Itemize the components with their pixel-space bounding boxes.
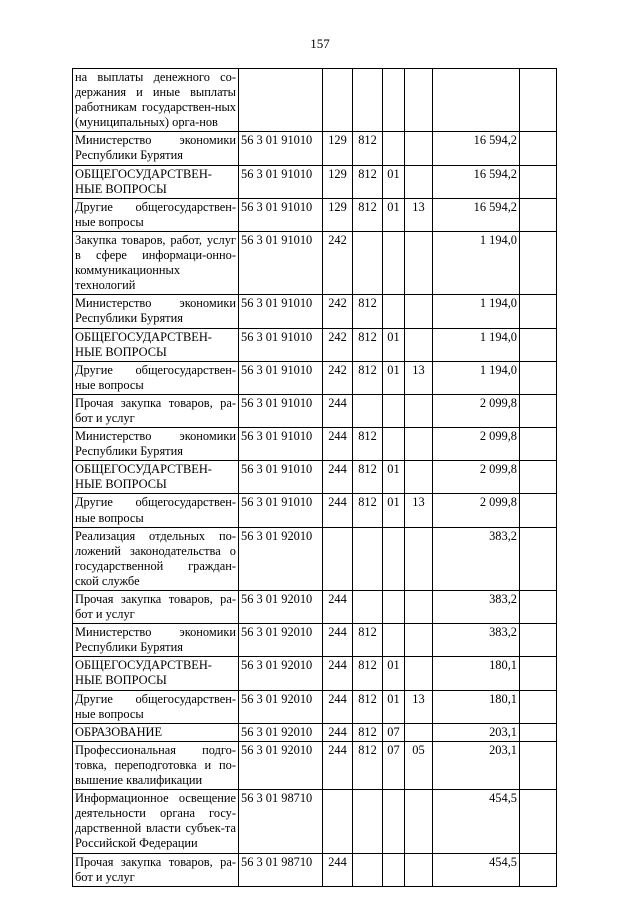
empty-cell (520, 165, 557, 198)
ministry-code-cell: 812 (353, 741, 383, 789)
amount-cell: 180,1 (433, 690, 520, 723)
expense-type-cell (323, 790, 353, 853)
table-row (73, 295, 557, 328)
subsection-code-cell (405, 295, 433, 328)
subsection-code-cell (405, 853, 433, 886)
section-code-cell: 01 (383, 361, 405, 394)
table-row (73, 69, 557, 132)
ministry-code-cell: 812 (353, 132, 383, 165)
target-article-code-cell: 56 3 01 92010 (239, 527, 323, 590)
amount-cell: 203,1 (433, 741, 520, 789)
target-article-code-cell: 56 3 01 91010 (239, 328, 323, 361)
amount-cell: 1 194,0 (433, 361, 520, 394)
amount-cell: 383,2 (433, 624, 520, 657)
empty-cell (520, 741, 557, 789)
table-row (73, 723, 557, 741)
table-row (73, 790, 557, 853)
row-name-cell: Профессиональная подго-товка, переподготовка и по-вышение квалификации (73, 741, 239, 789)
table-row (73, 361, 557, 394)
section-code-cell (383, 295, 405, 328)
table-row (73, 657, 557, 690)
target-article-code-cell: 56 3 01 91010 (239, 132, 323, 165)
expense-type-cell: 244 (323, 723, 353, 741)
table-row (73, 165, 557, 198)
amount-cell: 454,5 (433, 790, 520, 853)
expense-type-cell: 242 (323, 328, 353, 361)
empty-cell (520, 461, 557, 494)
section-code-cell: 01 (383, 690, 405, 723)
row-name-cell: ОБЩЕГОСУДАРСТВЕН-НЫЕ ВОПРОСЫ (73, 165, 239, 198)
section-code-cell (383, 790, 405, 853)
ministry-code-cell (353, 231, 383, 294)
target-article-code-cell: 56 3 01 92010 (239, 624, 323, 657)
subsection-code-cell (405, 69, 433, 132)
ministry-code-cell (353, 69, 383, 132)
empty-cell (520, 361, 557, 394)
row-name-cell: Прочая закупка товаров, ра-бот и услуг (73, 853, 239, 886)
expense-type-cell: 242 (323, 295, 353, 328)
expense-type-cell: 244 (323, 853, 353, 886)
table-row (73, 132, 557, 165)
section-code-cell: 07 (383, 723, 405, 741)
row-name-cell: ОБЩЕГОСУДАРСТВЕН-НЫЕ ВОПРОСЫ (73, 657, 239, 690)
table-row (73, 527, 557, 590)
ministry-code-cell (353, 591, 383, 624)
amount-cell: 454,5 (433, 853, 520, 886)
ministry-code-cell: 812 (353, 295, 383, 328)
empty-cell (520, 295, 557, 328)
subsection-code-cell (405, 165, 433, 198)
target-article-code-cell: 56 3 01 92010 (239, 723, 323, 741)
row-name-cell: Информационное освещение деятельности органа госу-дарственной власти субъек-та Российской Федерации (73, 790, 239, 853)
row-name-cell: ОБРАЗОВАНИЕ (73, 723, 239, 741)
empty-cell (520, 132, 557, 165)
subsection-code-cell (405, 132, 433, 165)
section-code-cell: 01 (383, 165, 405, 198)
ministry-code-cell: 812 (353, 624, 383, 657)
table-row (73, 231, 557, 294)
section-code-cell: 01 (383, 461, 405, 494)
expense-type-cell: 244 (323, 690, 353, 723)
subsection-code-cell (405, 428, 433, 461)
section-code-cell (383, 394, 405, 427)
empty-cell (520, 690, 557, 723)
expense-type-cell: 242 (323, 361, 353, 394)
expense-type-cell: 129 (323, 165, 353, 198)
row-name-cell: Другие общегосударствен-ные вопросы (73, 198, 239, 231)
expense-type-cell: 242 (323, 231, 353, 294)
row-name-cell: Другие общегосударствен-ные вопросы (73, 361, 239, 394)
empty-cell (520, 231, 557, 294)
section-code-cell (383, 69, 405, 132)
section-code-cell (383, 428, 405, 461)
target-article-code-cell: 56 3 01 92010 (239, 591, 323, 624)
expense-type-cell: 244 (323, 428, 353, 461)
table-row (73, 591, 557, 624)
subsection-code-cell (405, 394, 433, 427)
target-article-code-cell: 56 3 01 91010 (239, 198, 323, 231)
ministry-code-cell: 812 (353, 165, 383, 198)
ministry-code-cell (353, 853, 383, 886)
ministry-code-cell: 812 (353, 723, 383, 741)
empty-cell (520, 69, 557, 132)
ministry-code-cell: 812 (353, 428, 383, 461)
expense-type-cell: 244 (323, 494, 353, 527)
empty-cell (520, 853, 557, 886)
row-name-cell: Прочая закупка товаров, ра-бот и услуг (73, 394, 239, 427)
table-row (73, 494, 557, 527)
empty-cell (520, 723, 557, 741)
ministry-code-cell (353, 790, 383, 853)
target-article-code-cell: 56 3 01 91010 (239, 165, 323, 198)
subsection-code-cell (405, 328, 433, 361)
section-code-cell (383, 132, 405, 165)
empty-cell (520, 591, 557, 624)
ministry-code-cell: 812 (353, 657, 383, 690)
subsection-code-cell: 13 (405, 198, 433, 231)
ministry-code-cell: 812 (353, 198, 383, 231)
amount-cell: 16 594,2 (433, 165, 520, 198)
table-row (73, 198, 557, 231)
subsection-code-cell (405, 723, 433, 741)
amount-cell: 203,1 (433, 723, 520, 741)
amount-cell: 1 194,0 (433, 231, 520, 294)
expense-type-cell (323, 527, 353, 590)
empty-cell (520, 428, 557, 461)
section-code-cell: 01 (383, 657, 405, 690)
expense-type-cell: 244 (323, 741, 353, 789)
target-article-code-cell: 56 3 01 91010 (239, 428, 323, 461)
amount-cell: 1 194,0 (433, 328, 520, 361)
amount-cell: 383,2 (433, 527, 520, 590)
expense-type-cell: 244 (323, 657, 353, 690)
subsection-code-cell (405, 231, 433, 294)
ministry-code-cell: 812 (353, 328, 383, 361)
budget-table (72, 68, 557, 887)
amount-cell: 16 594,2 (433, 132, 520, 165)
empty-cell (520, 790, 557, 853)
amount-cell: 180,1 (433, 657, 520, 690)
section-code-cell: 01 (383, 494, 405, 527)
expense-type-cell (323, 69, 353, 132)
table-row (73, 461, 557, 494)
subsection-code-cell (405, 790, 433, 853)
subsection-code-cell: 13 (405, 690, 433, 723)
subsection-code-cell (405, 527, 433, 590)
target-article-code-cell: 56 3 01 91010 (239, 394, 323, 427)
subsection-code-cell: 13 (405, 361, 433, 394)
expense-type-cell: 244 (323, 394, 353, 427)
row-name-cell: Министерство экономики Республики Бурятия (73, 132, 239, 165)
table-row (73, 690, 557, 723)
empty-cell (520, 657, 557, 690)
empty-cell (520, 527, 557, 590)
row-name-cell: Другие общегосударствен-ные вопросы (73, 494, 239, 527)
empty-cell (520, 328, 557, 361)
row-name-cell: на выплаты денежного со-держания и иные выплаты работникам государствен-ных (муниципальных) орга-нов (73, 69, 239, 132)
table-row (73, 624, 557, 657)
target-article-code-cell: 56 3 01 98710 (239, 853, 323, 886)
subsection-code-cell (405, 657, 433, 690)
amount-cell: 2 099,8 (433, 461, 520, 494)
row-name-cell: Закупка товаров, работ, услуг в сфере информаци-онно-коммуникационных технологий (73, 231, 239, 294)
amount-cell: 2 099,8 (433, 494, 520, 527)
expense-type-cell: 129 (323, 132, 353, 165)
empty-cell (520, 198, 557, 231)
row-name-cell: Другие общегосударствен-ные вопросы (73, 690, 239, 723)
ministry-code-cell (353, 527, 383, 590)
amount-cell: 16 594,2 (433, 198, 520, 231)
target-article-code-cell: 56 3 01 92010 (239, 690, 323, 723)
subsection-code-cell: 05 (405, 741, 433, 789)
amount-cell: 2 099,8 (433, 428, 520, 461)
section-code-cell (383, 527, 405, 590)
row-name-cell: Реализация отдельных по-ложений законодательства о государственной граждан-ской службе (73, 527, 239, 590)
table-row (73, 741, 557, 789)
table-body (73, 69, 557, 887)
expense-type-cell: 129 (323, 198, 353, 231)
expense-type-cell: 244 (323, 461, 353, 494)
ministry-code-cell: 812 (353, 461, 383, 494)
table-row (73, 428, 557, 461)
amount-cell: 2 099,8 (433, 394, 520, 427)
amount-cell (433, 69, 520, 132)
expense-type-cell: 244 (323, 624, 353, 657)
ministry-code-cell: 812 (353, 690, 383, 723)
target-article-code-cell: 56 3 01 91010 (239, 295, 323, 328)
page-number: 157 (310, 36, 330, 51)
row-name-cell: Министерство экономики Республики Бурятия (73, 295, 239, 328)
subsection-code-cell (405, 624, 433, 657)
expense-type-cell: 244 (323, 591, 353, 624)
table-row (73, 328, 557, 361)
section-code-cell: 01 (383, 328, 405, 361)
target-article-code-cell: 56 3 01 92010 (239, 741, 323, 789)
empty-cell (520, 624, 557, 657)
empty-cell (520, 394, 557, 427)
row-name-cell: Прочая закупка товаров, ра-бот и услуг (73, 591, 239, 624)
empty-cell (520, 494, 557, 527)
row-name-cell: ОБЩЕГОСУДАРСТВЕН-НЫЕ ВОПРОСЫ (73, 461, 239, 494)
target-article-code-cell: 56 3 01 91010 (239, 231, 323, 294)
table-row (73, 853, 557, 886)
row-name-cell: ОБЩЕГОСУДАРСТВЕН-НЫЕ ВОПРОСЫ (73, 328, 239, 361)
subsection-code-cell (405, 461, 433, 494)
target-article-code-cell: 56 3 01 92010 (239, 657, 323, 690)
section-code-cell: 07 (383, 741, 405, 789)
target-article-code-cell: 56 3 01 91010 (239, 494, 323, 527)
ministry-code-cell (353, 394, 383, 427)
ministry-code-cell: 812 (353, 494, 383, 527)
table-row (73, 394, 557, 427)
ministry-code-cell: 812 (353, 361, 383, 394)
row-name-cell: Министерство экономики Республики Бурятия (73, 428, 239, 461)
amount-cell: 1 194,0 (433, 295, 520, 328)
amount-cell: 383,2 (433, 591, 520, 624)
section-code-cell (383, 591, 405, 624)
section-code-cell (383, 231, 405, 294)
subsection-code-cell (405, 591, 433, 624)
target-article-code-cell: 56 3 01 91010 (239, 361, 323, 394)
target-article-code-cell: 56 3 01 98710 (239, 790, 323, 853)
subsection-code-cell: 13 (405, 494, 433, 527)
section-code-cell (383, 853, 405, 886)
section-code-cell (383, 624, 405, 657)
row-name-cell: Министерство экономики Республики Бурятия (73, 624, 239, 657)
target-article-code-cell (239, 69, 323, 132)
target-article-code-cell: 56 3 01 91010 (239, 461, 323, 494)
section-code-cell: 01 (383, 198, 405, 231)
